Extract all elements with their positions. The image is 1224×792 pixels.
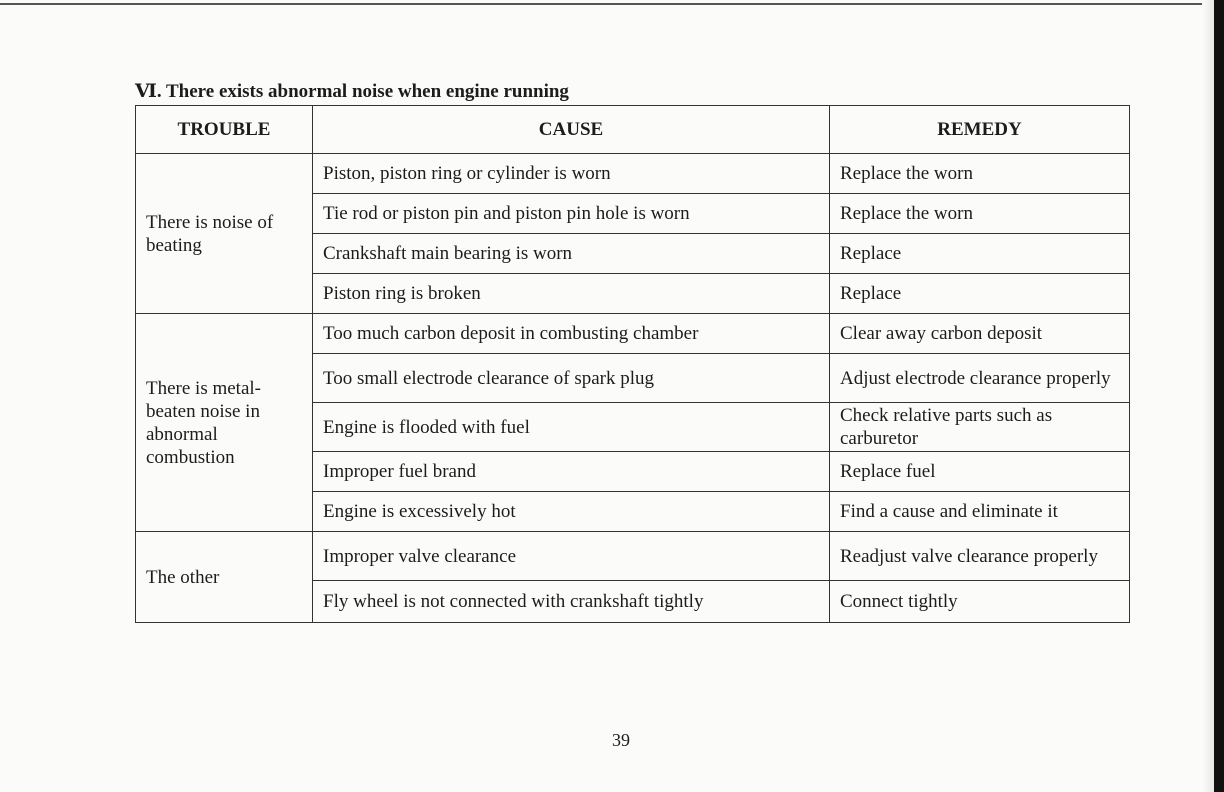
header-remedy: REMEDY	[830, 106, 1130, 154]
troubleshooting-table	[135, 105, 1130, 623]
table-row	[136, 154, 1130, 194]
remedy-cell: Replace	[830, 274, 1130, 314]
scan-edge	[1214, 0, 1224, 792]
remedy-cell: Replace the worn	[830, 194, 1130, 234]
header-trouble: TROUBLE	[136, 106, 313, 154]
cause-cell: Improper fuel brand	[313, 452, 830, 492]
cause-cell: Engine is flooded with fuel	[313, 403, 830, 452]
remedy-cell: Find a cause and eliminate it	[830, 492, 1130, 532]
remedy-cell: Check relative parts such as carburetor	[830, 403, 1130, 452]
table-header-row	[136, 106, 1130, 154]
trouble-cell: There is metal-beaten noise in abnormal combustion	[136, 314, 313, 532]
cause-cell: Too small electrode clearance of spark plug	[313, 354, 830, 403]
trouble-cell: There is noise of beating	[136, 154, 313, 314]
cause-cell: Improper valve clearance	[313, 532, 830, 581]
top-scan-border	[0, 3, 1224, 5]
page-edge-shadow	[1202, 0, 1214, 792]
section-heading: Ⅵ. There exists abnormal noise when engine running	[135, 81, 569, 102]
trouble-cell: The other	[136, 532, 313, 623]
cause-cell: Engine is excessively hot	[313, 492, 830, 532]
remedy-cell: Replace fuel	[830, 452, 1130, 492]
table-row	[136, 314, 1130, 354]
page-number: 39	[612, 730, 630, 750]
remedy-cell: Clear away carbon deposit	[830, 314, 1130, 354]
remedy-cell: Readjust valve clearance properly	[830, 532, 1130, 581]
cause-cell: Piston, piston ring or cylinder is worn	[313, 154, 830, 194]
table-row	[136, 532, 1130, 581]
header-cause: CAUSE	[313, 106, 830, 154]
remedy-cell: Replace	[830, 234, 1130, 274]
cause-cell: Fly wheel is not connected with crankshaft tightly	[313, 581, 830, 623]
remedy-cell: Adjust electrode clearance properly	[830, 354, 1130, 403]
cause-cell: Piston ring is broken	[313, 274, 830, 314]
cause-cell: Tie rod or piston pin and piston pin hole is worn	[313, 194, 830, 234]
remedy-cell: Replace the worn	[830, 154, 1130, 194]
remedy-cell: Connect tightly	[830, 581, 1130, 623]
cause-cell: Too much carbon deposit in combusting chamber	[313, 314, 830, 354]
cause-cell: Crankshaft main bearing is worn	[313, 234, 830, 274]
